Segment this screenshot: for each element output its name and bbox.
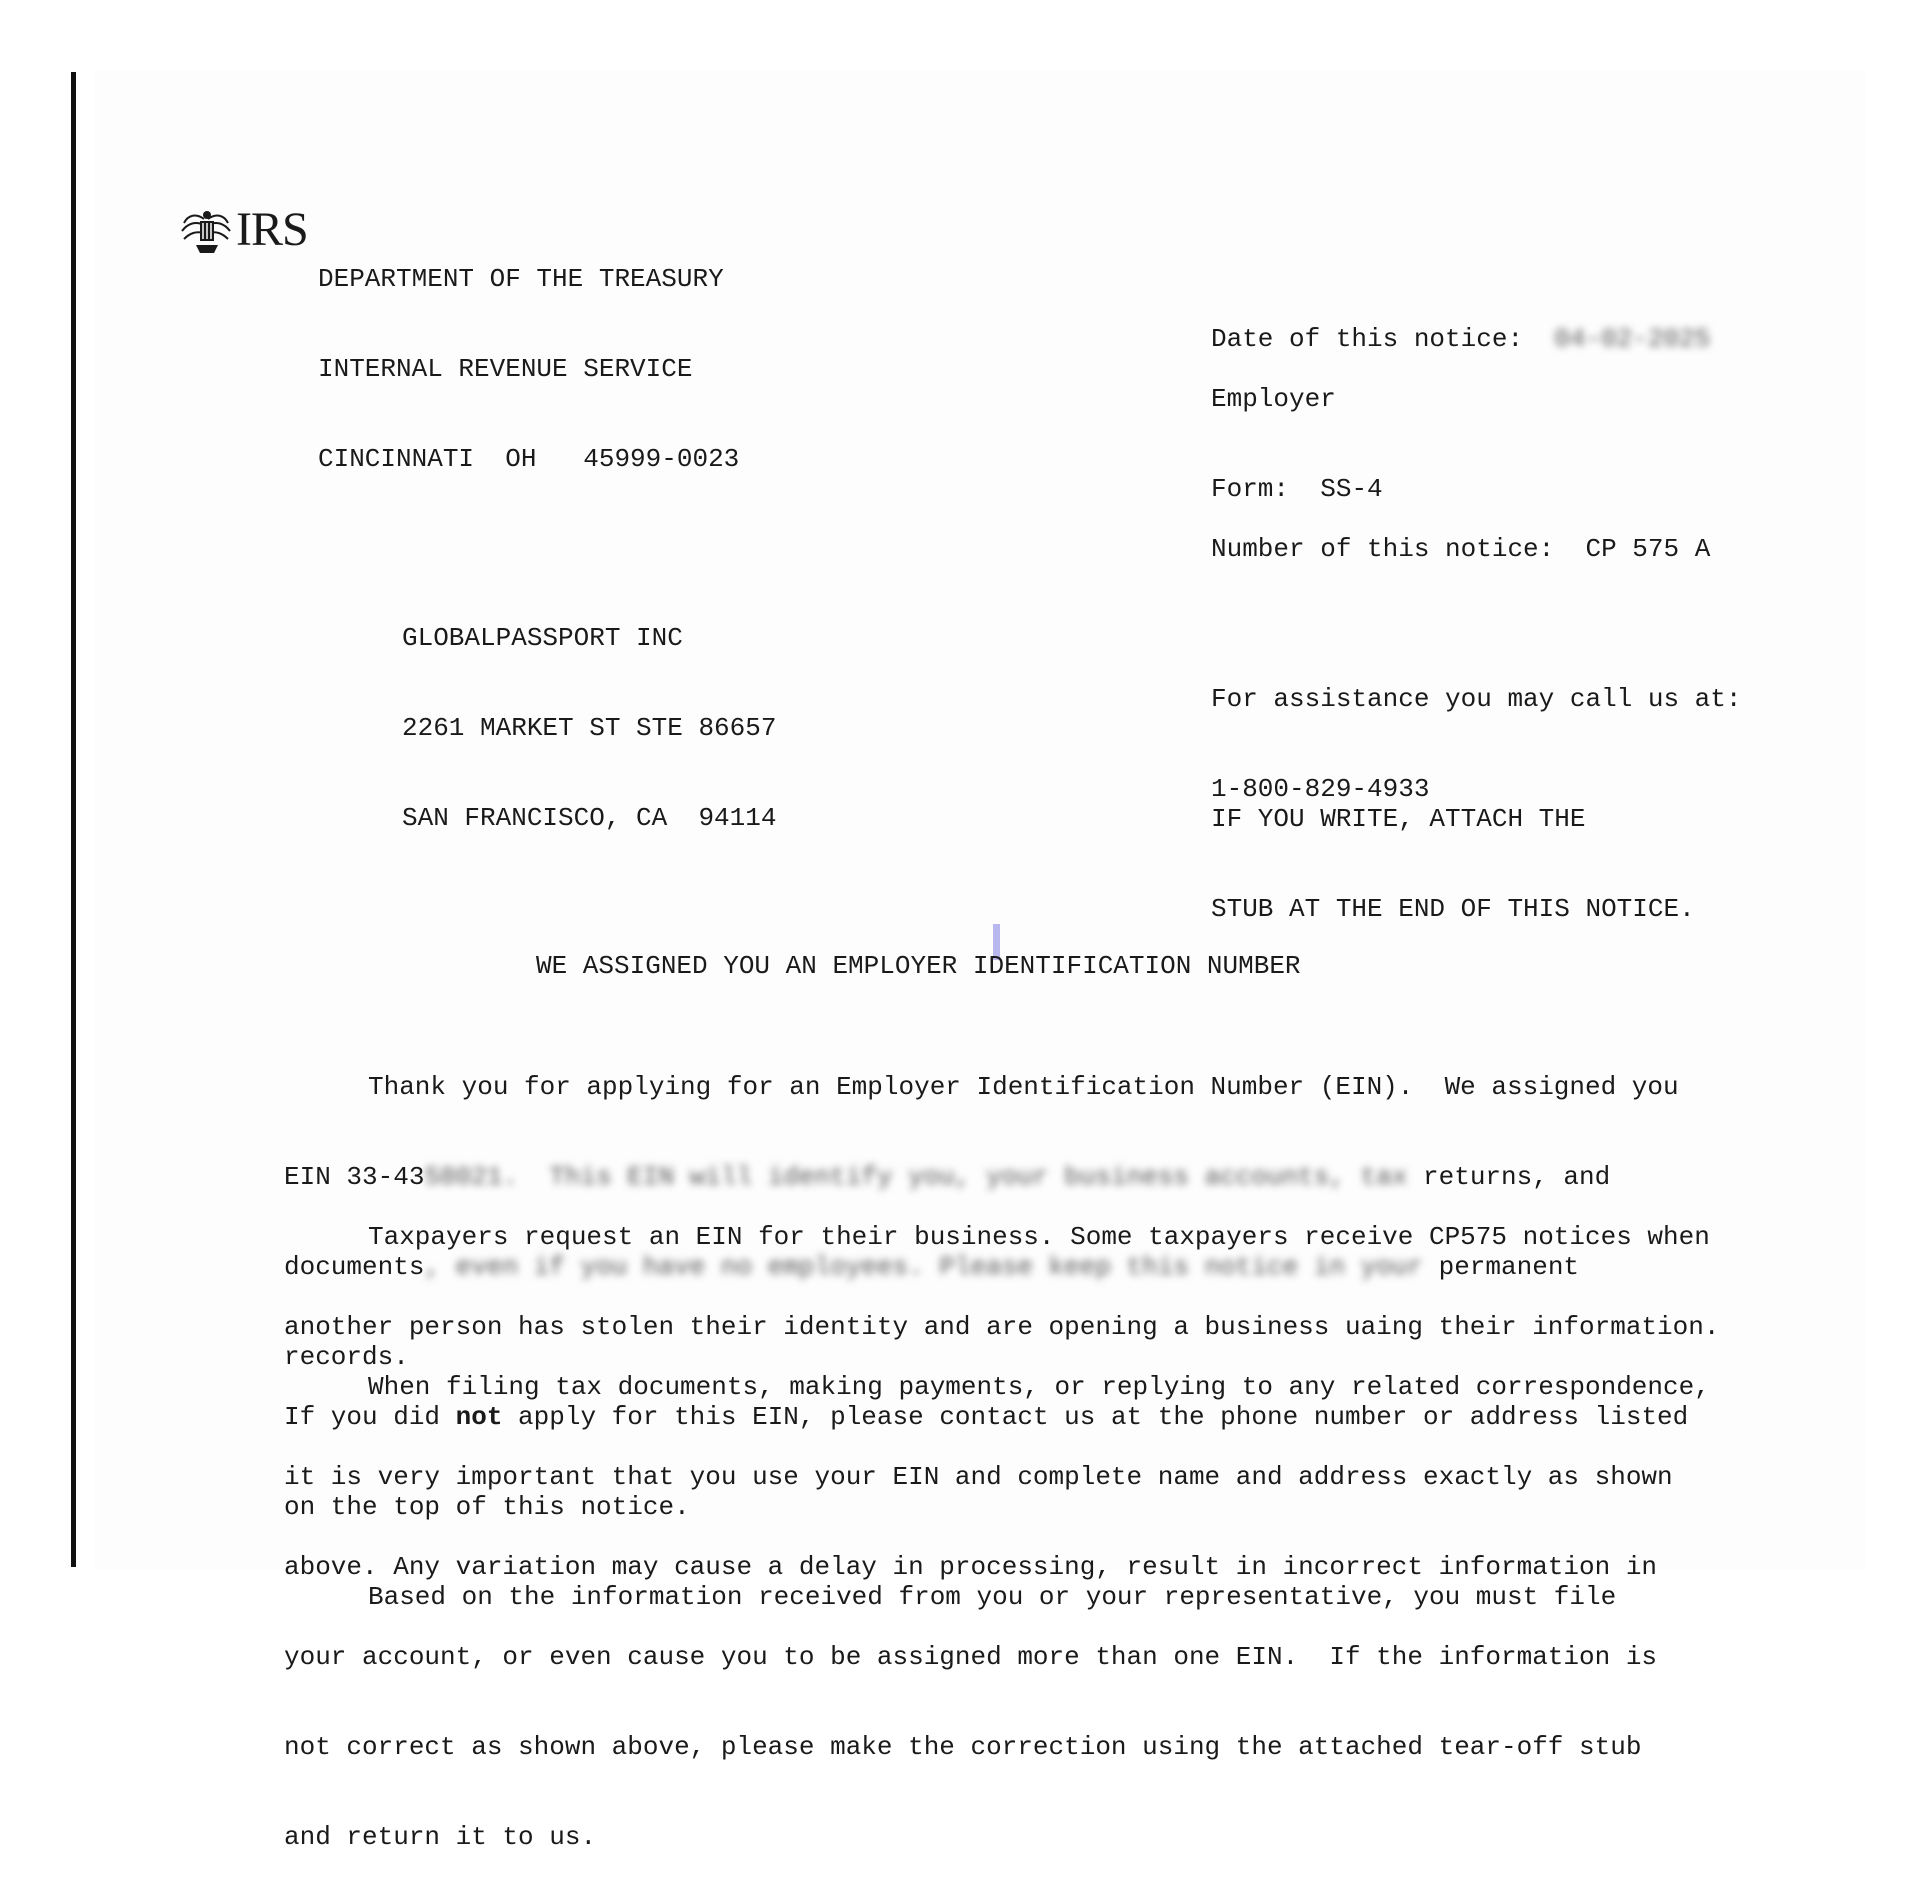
form-label: Form:: [1211, 474, 1290, 504]
assistance-phone: 1-800-829-4933: [1211, 774, 1430, 804]
irs-logo-text: IRS: [236, 203, 308, 256]
notice-date-label: Date of this notice:: [1211, 324, 1524, 354]
notice-number-label: Number of this notice:: [1211, 534, 1555, 564]
paragraph-line: returns, and: [1407, 1162, 1611, 1192]
assistance-label: For assistance you may call us at:: [1211, 684, 1742, 714]
paragraph-line: Based on the information received from you or your representative, you must file: [368, 1582, 1617, 1612]
paragraph-line: and return it to us.: [284, 1822, 597, 1852]
notice-date-row: [1211, 324, 1710, 354]
addressee-street: 2261 MARKET ST STE 86657: [402, 713, 777, 743]
paragraph-line: permanent: [1423, 1252, 1580, 1282]
irs-eagle-seal-icon: [178, 205, 234, 259]
agency-line: DEPARTMENT OF THE TREASURY: [318, 264, 724, 294]
write-line: IF YOU WRITE, ATTACH THE: [1211, 804, 1586, 834]
paragraph-line: records.: [284, 1342, 409, 1372]
agency-line: CINCINNATI OH 45999-0023: [318, 444, 740, 474]
paragraph-line: apply for this EIN, please contact us at the phone number or address listed: [502, 1402, 1689, 1432]
agency-address: [318, 204, 739, 504]
recipient-type: Employer: [1211, 384, 1336, 414]
notice-date-value: 04-02-2025: [1554, 324, 1711, 354]
redacted-text: , even if you have no employees. Please keep this notice in your: [424, 1252, 1423, 1282]
addressee-name: GLOBALPASSPORT INC: [402, 623, 683, 653]
paragraph-line: Taxpayers request an EIN for their business. Some taxpayers receive CP575 notices when: [368, 1222, 1710, 1252]
notice-number-value: CP 575 A: [1585, 534, 1711, 564]
paragraph-forms-required: [284, 1522, 1844, 1642]
cut-off-line: [284, 1552, 893, 1569]
form-row: [1211, 474, 1383, 504]
paragraph-line: documents: [284, 1252, 425, 1282]
paragraph-line: on the top of this notice.: [284, 1492, 690, 1522]
emphasis-not: not: [455, 1402, 503, 1432]
notice-heading: WE ASSIGNED YOU AN EMPLOYER IDENTIFICATION NUMBER: [536, 951, 1301, 981]
addressee-block: [402, 563, 776, 863]
ein-prefix: EIN 33-43: [284, 1162, 425, 1192]
redacted-text: 58021. This EIN will identify you, your business accounts, tax: [424, 1162, 1408, 1192]
form-value: SS-4: [1320, 474, 1383, 504]
write-instructions: [1211, 744, 1695, 954]
page-edge-rule: [71, 72, 76, 1567]
paragraph-line: not correct as shown above, please make the correction using the attached tear-off stub: [284, 1732, 1642, 1762]
paragraph-line: it is very important that you use your EIN and complete name and address exactly as shown: [284, 1462, 1673, 1492]
agency-line: INTERNAL REVENUE SERVICE: [318, 354, 693, 384]
write-line: STUB AT THE END OF THIS NOTICE.: [1211, 894, 1695, 924]
paragraph-line: If you did: [284, 1402, 456, 1432]
paragraph-line: When filing tax documents, making payments, or replying to any related correspondence,: [368, 1372, 1710, 1402]
paragraph-line: another person has stolen their identity and are opening a business uaing their information.: [284, 1312, 1720, 1342]
paragraph-line: above. Any variation may cause a delay in processing, result in incorrect information in: [284, 1552, 1658, 1582]
paragraph-line: Thank you for applying for an Employer Identification Number (EIN). We assigned you: [368, 1072, 1679, 1102]
notice-number-row: [1211, 534, 1710, 564]
addressee-city: SAN FRANCISCO, CA 94114: [402, 803, 777, 833]
paragraph-line: your account, or even cause you to be assigned more than one EIN. If the information is: [284, 1642, 1658, 1672]
